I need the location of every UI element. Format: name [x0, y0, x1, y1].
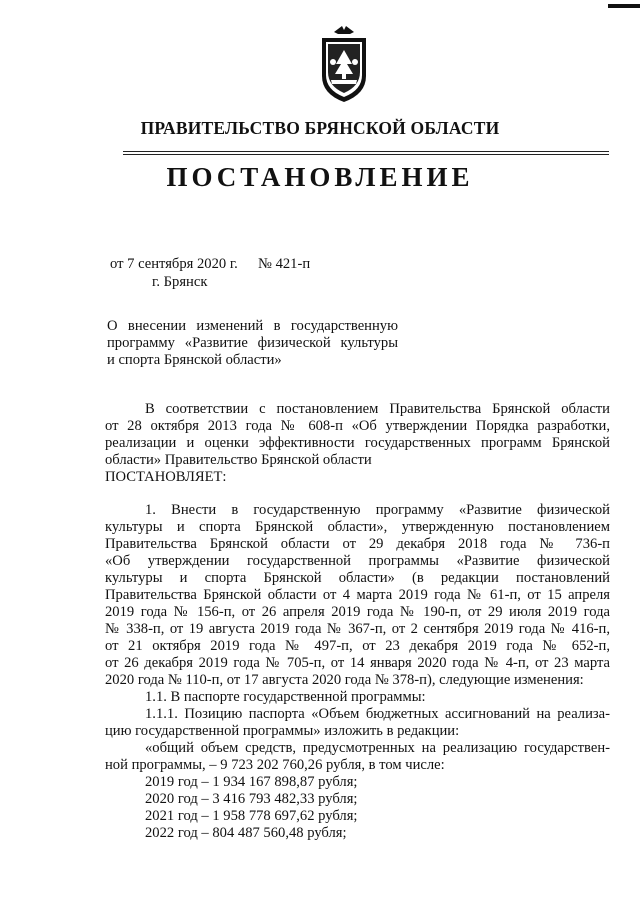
quote-line: «общий объем средств, предусмотренных на реализацию государствен-: [145, 740, 610, 756]
item-1-line: 1. Внести в государственную программу «Развитие физической: [145, 502, 610, 518]
document-number: № 421-п: [258, 256, 311, 272]
item-1-line: «Об утверждении государственной программы «Развитие физической: [105, 553, 610, 569]
funding-year-2019: 2019 год – 1 934 167 898,87 рубля;: [145, 774, 358, 790]
item-1-1-1-line: 1.1.1. Позицию паспорта «Объем бюджетных ассигнований на реализа-: [145, 706, 610, 722]
item-1-line: Правительства Брянской области от 4 марта 2019 года № 61-п, от 15 апреля: [105, 587, 610, 603]
scan-edge-mark: [608, 4, 640, 8]
preamble-line: области» Правительство Брянской области: [105, 452, 372, 468]
funding-year-2021: 2021 год – 1 958 778 697,62 рубля;: [145, 808, 358, 824]
item-1-line: культуры и спорта Брянской области» (в редакции постановлений: [105, 570, 610, 586]
organization-name: ПРАВИТЕЛЬСТВО БРЯНСКОЙ ОБЛАСТИ: [140, 118, 500, 138]
item-1-line: культуры и спорта Брянской области», утвержденную постановлением: [105, 519, 610, 535]
header-rule-top: [123, 151, 609, 152]
coat-of-arms-icon: [318, 24, 370, 104]
document-type-title: ПОСТАНОВЛЕНИЕ: [166, 162, 474, 192]
subject-line: программу «Развитие физической культуры: [107, 335, 398, 351]
document-city: г. Брянск: [152, 274, 208, 290]
header-rule-bottom: [123, 154, 609, 155]
item-1-line: Правительства Брянской области от 29 декабря 2018 года № 736-п: [105, 536, 610, 552]
item-1-1: 1.1. В паспорте государственной программы:: [145, 689, 426, 705]
preamble-line: В соответствии с постановлением Правительства Брянской области: [145, 401, 610, 417]
item-1-1-1-line: цию государственной программы» изложить в редакции:: [105, 723, 460, 739]
decree-keyword: ПОСТАНОВЛЯЕТ:: [105, 469, 227, 485]
document-date: от 7 сентября 2020 г.: [110, 256, 238, 272]
quote-line: ной программы, – 9 723 202 760,26 рубля, в том числе:: [105, 757, 445, 773]
preamble-line: от 28 октября 2013 года № 608-п «Об утверждении Порядка разработки,: [105, 418, 610, 434]
item-1-line: 2019 года № 156-п, от 26 апреля 2019 года № 190-п, от 29 июля 2019 года: [105, 604, 610, 620]
item-1-line: 2020 года № 110-п, от 17 августа 2020 года № 378-п), следующие изменения:: [105, 672, 584, 688]
item-1-line: от 26 декабря 2019 года № 705-п, от 14 января 2020 года № 4-п, от 23 марта: [105, 655, 610, 671]
funding-year-2022: 2022 год – 804 487 560,48 рубля;: [145, 825, 347, 841]
subject-line: О внесении изменений в государственную: [107, 318, 398, 334]
subject-line: и спорта Брянской области»: [107, 352, 282, 368]
item-1-line: № 338-п, от 19 августа 2019 года № 367-п, от 2 сентября 2019 года № 416-п,: [105, 621, 610, 637]
item-1-line: от 21 октября 2019 года № 497-п, от 23 декабря 2019 года № 652-п,: [105, 638, 610, 654]
preamble-line: реализации и оценки эффективности государственных программ Брянской: [105, 435, 610, 451]
funding-year-2020: 2020 год – 3 416 793 482,33 рубля;: [145, 791, 358, 807]
